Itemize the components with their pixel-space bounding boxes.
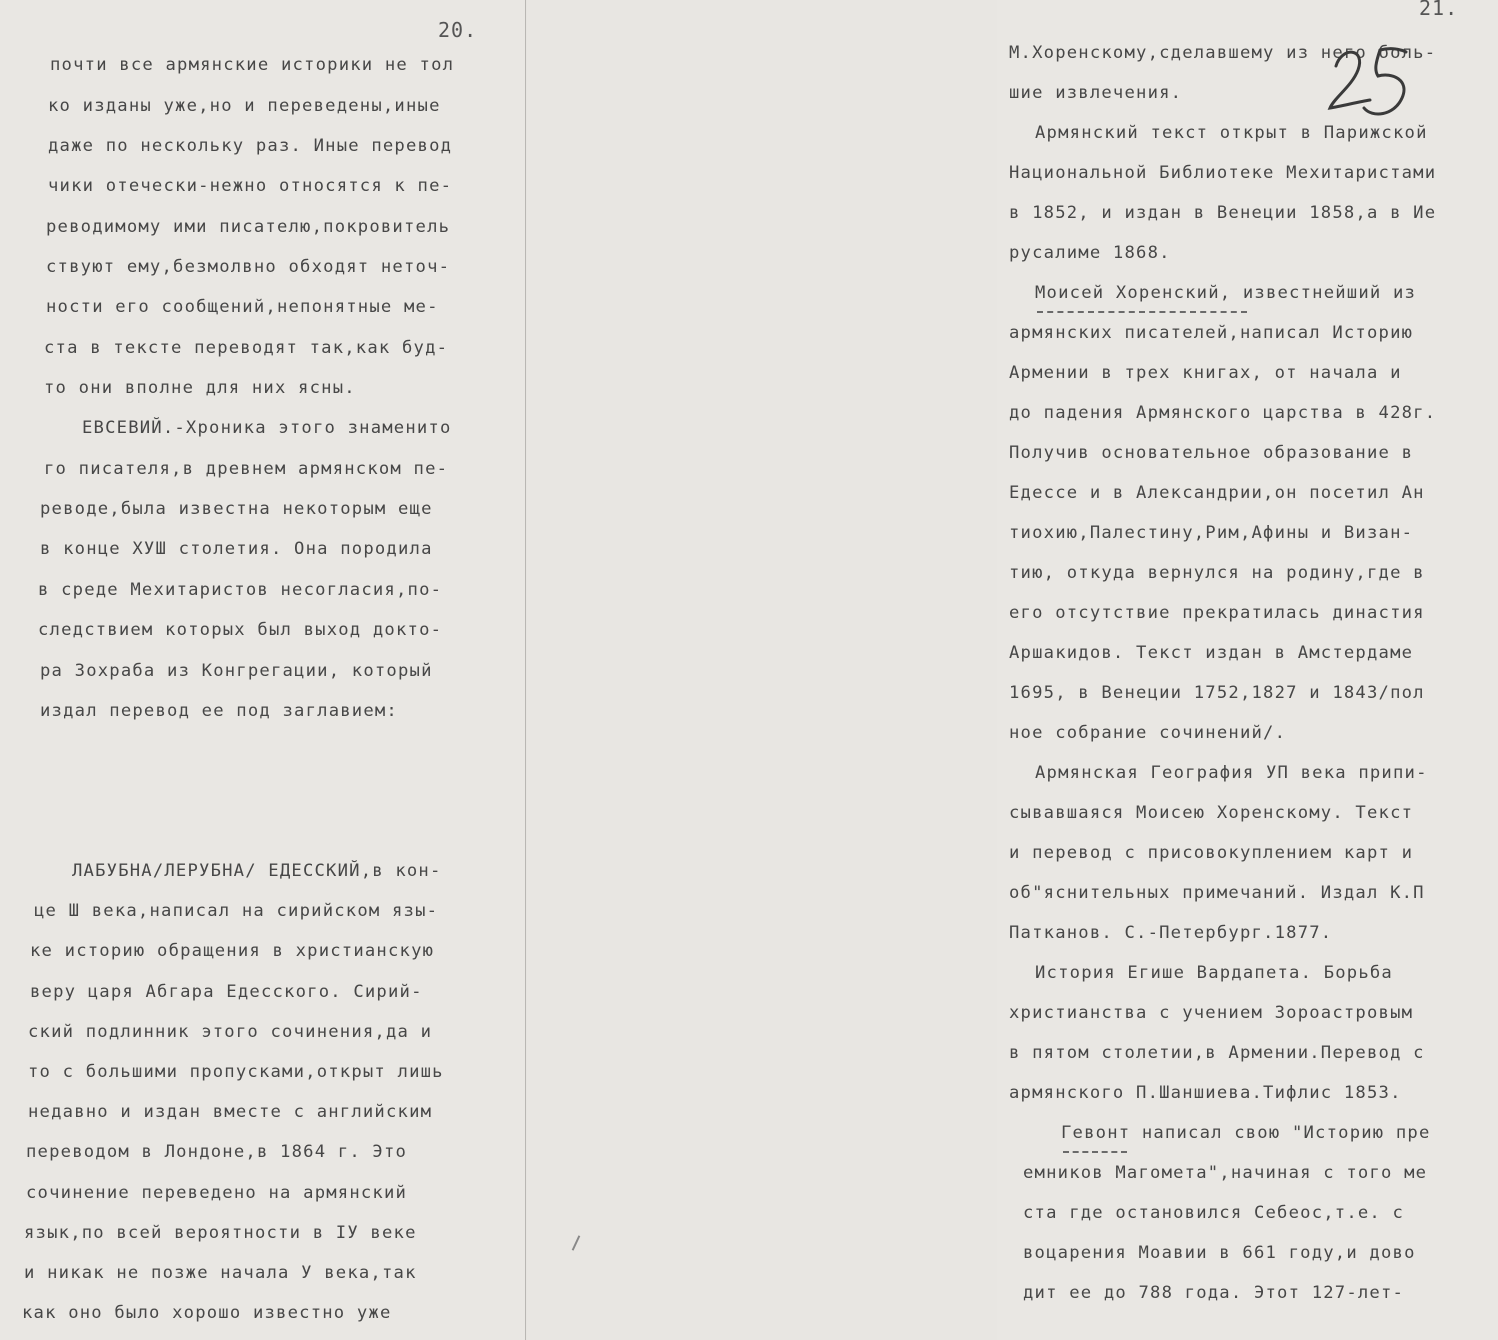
text-line: в конце ХУШ столетия. Она породила xyxy=(40,539,433,559)
page-number-left: 20. xyxy=(438,18,478,42)
underline-mark xyxy=(1037,311,1247,313)
text-line: История Егише Вардапета. Борьба xyxy=(1035,963,1393,983)
text-line: его отсутствие прекратилась династия xyxy=(1009,603,1425,623)
speck-mark xyxy=(572,1235,581,1250)
text-line: русалиме 1868. xyxy=(1009,243,1171,263)
text-line: ности его сообщений,непонятные ме- xyxy=(46,297,439,317)
text-line: 1695, в Венеции 1752,1827 и 1843/пол xyxy=(1009,683,1425,703)
blank-page-area xyxy=(527,0,997,1340)
text-line: це Ш века,написал на сирийском язы- xyxy=(34,901,439,921)
text-line: христианства с учением Зороастровым xyxy=(1009,1003,1414,1023)
text-line: Армении в трех книгах, от начала и xyxy=(1009,363,1402,383)
underline-mark xyxy=(1063,1151,1127,1153)
text-line: издал перевод ее под заглавием: xyxy=(40,701,398,721)
text-line: веру царя Абгара Едесского. Сирий- xyxy=(30,982,423,1002)
text-line: Гевонт написал свою "Историю пре xyxy=(1061,1123,1431,1143)
text-line: Едессе и в Александрии,он посетил Ан xyxy=(1009,483,1425,503)
text-line: дит ее до 788 года. Этот 127-лет- xyxy=(1023,1283,1405,1303)
text-line: ра Зохраба из Конгрегации, который xyxy=(40,661,433,681)
text-line: недавно и издан вместе с английским xyxy=(28,1102,433,1122)
text-line: ко изданы уже,но и переведены,иные xyxy=(48,96,441,116)
handwritten-folio-number xyxy=(1318,36,1418,126)
text-line: Получив основательное образование в xyxy=(1009,443,1414,463)
text-line: ский подлинник этого сочинения,да и xyxy=(28,1022,433,1042)
text-line: сывавшаяся Моисею Хоренскому. Текст xyxy=(1009,803,1414,823)
text-line: до падения Армянского царства в 428г. xyxy=(1009,403,1437,423)
text-line: ное собрание сочинений/. xyxy=(1009,723,1287,743)
text-line: в пятом столетии,в Армении.Перевод с xyxy=(1009,1043,1425,1063)
text-line: ста где остановился Себеос,т.е. с xyxy=(1023,1203,1405,1223)
text-line: емников Магомета",начиная с того ме xyxy=(1023,1163,1428,1183)
text-line: как оно было хорошо известно уже xyxy=(22,1303,392,1323)
text-line: реводимому ими писателю,покровитель xyxy=(46,217,451,237)
text-line: в 1852, и издан в Венеции 1858,а в Ие xyxy=(1009,203,1437,223)
text-line: Моисей Хоренский, известнейший из xyxy=(1035,283,1417,303)
text-line: то с большими пропусками,открыт лишь xyxy=(28,1062,444,1082)
text-line: го писателя,в древнем армянском пе- xyxy=(44,459,449,479)
text-line: Национальной Библиотеке Мехитаристами xyxy=(1009,163,1437,183)
page-number-right: 21. xyxy=(1419,0,1459,20)
text-line: язык,по всей вероятности в IУ веке xyxy=(24,1223,417,1243)
text-line: и никак не позже начала У века,так xyxy=(24,1263,417,1283)
text-line: ЕВСЕВИЙ.-Хроника этого знаменито xyxy=(82,418,452,438)
text-line: в среде Мехитаристов несогласия,по- xyxy=(38,580,443,600)
text-line: воцарения Моавии в 661 году,и дово xyxy=(1023,1243,1416,1263)
text-line: и перевод с присовокуплением карт и xyxy=(1009,843,1414,863)
text-line: армянского П.Шаншиева.Тифлис 1853. xyxy=(1009,1083,1402,1103)
text-line: реводе,была известна некоторым еще xyxy=(40,499,433,519)
text-line: то они вполне для них ясны. xyxy=(44,378,356,398)
text-line: переводом в Лондоне,в 1864 г. Это xyxy=(26,1142,408,1162)
text-line: Армянская География УП века припи- xyxy=(1035,763,1428,783)
text-line: М.Хоренскому,сделавшему из него боль- xyxy=(1009,43,1437,63)
text-line: Патканов. С.-Петербург.1877. xyxy=(1009,923,1333,943)
text-line: Аршакидов. Текст издан в Амстердаме xyxy=(1009,643,1414,663)
text-line: почти все армянские историки не тол xyxy=(50,55,455,75)
text-line: тиохию,Палестину,Рим,Афины и Визан- xyxy=(1009,523,1414,543)
text-line: следствием которых был выход докто- xyxy=(38,620,443,640)
right-page xyxy=(997,0,1498,1340)
text-line: шие извлечения. xyxy=(1009,83,1183,103)
text-line: ста в тексте переводят так,как буд- xyxy=(44,338,449,358)
text-line: ЛАБУБНА/ЛЕРУБНА/ ЕДЕССКИЙ,в кон- xyxy=(72,861,442,881)
left-page xyxy=(0,0,526,1340)
text-line: сочинение переведено на армянский xyxy=(26,1183,408,1203)
text-line: ке историю обращения в христианскую xyxy=(30,941,435,961)
text-line: чики отечески-нежно относятся к пе- xyxy=(48,176,453,196)
text-line: тию, откуда вернулся на родину,где в xyxy=(1009,563,1425,583)
text-line: ствуют ему,безмолвно обходят неточ- xyxy=(46,257,451,277)
text-line: армянских писателей,написал Историю xyxy=(1009,323,1414,343)
text-line: об"яснительных примечаний. Издал К.П xyxy=(1009,883,1425,903)
text-line: Армянский текст открыт в Парижской xyxy=(1035,123,1428,143)
text-line: даже по нескольку раз. Иные перевод xyxy=(48,136,453,156)
